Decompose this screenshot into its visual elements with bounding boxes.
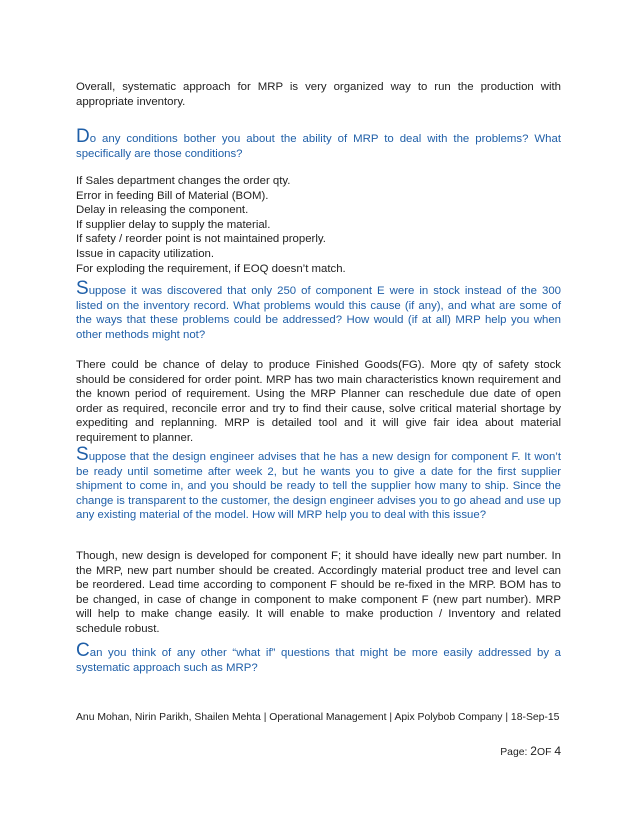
answer-3-paragraph: Though, new design is developed for component F; it should have ideally new part number. In the MRP, new part number should be created. Accordingly material product tree and level can be reordered. Lead time according to component F should be re-fixed in the MRP. BOM has to be changed, in case of change in component to make component F (new part number). MRP will help to make change easily. It will enable to make production / Inventory and related schedule robust.	[76, 550, 561, 635]
page-of: OF	[536, 747, 552, 758]
answer-1-list	[76, 174, 561, 276]
question-4	[76, 640, 561, 675]
question-3-text: uppose that the design engineer advises that he has a new design for component F. It won’t be ready until sometime after week 2, but he wants you to give a date for the first supplier shipment to come in, and you should be ready to tell the supplier how many to ship. Since the change is transparent to the customer, the design engineer advises you to go ahead and use up any existing material of the model. How will MRP help you to deal with this issue?	[76, 451, 561, 522]
page-label: Page:	[500, 747, 528, 758]
answer-1-item: If supplier delay to supply the material.	[76, 218, 271, 231]
question-1	[76, 126, 561, 161]
question-1-drop-cap: D	[76, 126, 90, 147]
answer-1-item: Error in feeding Bill of Material (BOM).	[76, 189, 269, 202]
page-total: 4	[554, 744, 561, 758]
page-current: 2	[530, 744, 537, 758]
question-2-text: uppose it was discovered that only 250 of component E were in stock instead of the 300 listed on the inventory record. What problems would this cause (if any), and what are some of the ways that these problems could be addressed? How would (if at all) MRP help you when other methods might not?	[76, 285, 561, 341]
answer-1-item: If safety / reorder point is not maintained properly.	[76, 233, 326, 246]
answer-1-item: If Sales department changes the order qty.	[76, 175, 291, 187]
intro-paragraph: Overall, systematic approach for MRP is very organized way to run the production with appropriate inventory.	[76, 81, 561, 108]
question-2-drop-cap: S	[76, 278, 89, 299]
question-3	[76, 444, 561, 523]
answer-1-item: Delay in releasing the component.	[76, 204, 249, 217]
answer-1-item: For exploding the requirement, if EOQ doesn’t match.	[76, 262, 346, 275]
question-4-drop-cap: C	[76, 640, 90, 661]
question-2	[76, 278, 561, 342]
question-3-drop-cap: S	[76, 444, 89, 465]
answer-1-item: Issue in capacity utilization.	[76, 247, 215, 260]
footer-text: Anu Mohan, Nirin Parikh, Shailen Mehta | Operational Management | Apix Polybob Company | 18-Sep-15	[76, 712, 560, 723]
question-4-text: an you think of any other “what if” questions that might be more easily addressed by a systematic approach such as MRP?	[76, 647, 561, 674]
question-1-text: o any conditions bother you about the ability of MRP to deal with the problems? What specifically are those conditions?	[76, 133, 561, 160]
page-number	[500, 744, 561, 758]
answer-2-paragraph: There could be chance of delay to produce Finished Goods(FG). More qty of safety stock should be considered for order point. MRP has two main characteristics known requirement and the known period of requirement. Using the MRP Planner can reschedule due date of open order as required, reconcile error and try to find their cause, solve critical material shortage by expediting and replanning. MRP is detailed tool and it will give fair idea about material requirement to planner.	[76, 359, 561, 444]
